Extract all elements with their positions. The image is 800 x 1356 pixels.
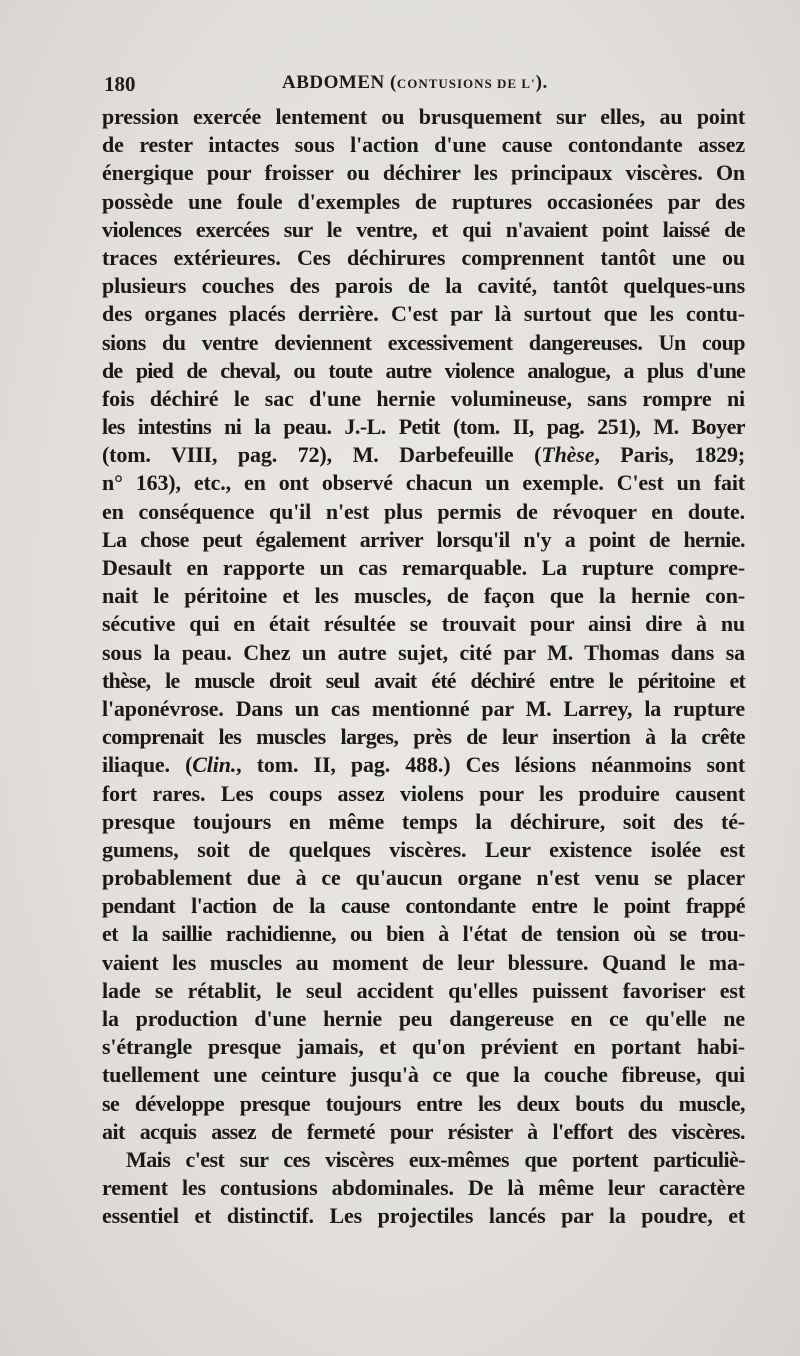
- running-title-close: ).: [535, 72, 548, 93]
- text-line-29: pendant l'action de la cause contondante entre le point frappé: [102, 893, 745, 919]
- text-line-15: en conséquence qu'il n'est plus permis de révoquer en doute.: [102, 498, 745, 524]
- text-line-21: thèse, le muscle droit seul avait été déchiré entre le péritoine et: [102, 667, 745, 693]
- running-title-small: CONTUSIONS DE L': [396, 76, 536, 91]
- text-line-12: les intestins ni la peau. J.-L. Petit (tom. II, pag. 251), M. Boyer: [102, 414, 745, 440]
- text-line-33: la production d'une hernie peu dangereuse en ce qu'elle ne: [102, 1006, 745, 1031]
- text-line-27: gumens, soit de quelques viscères. Leur existence isolée est: [102, 836, 745, 862]
- text-line-6: traces extérieures. Ces déchirures comprennent tantôt une ou: [102, 244, 745, 270]
- text-line-13: [102, 441, 745, 469]
- page-header: [104, 70, 744, 100]
- text-line-22: l'aponévrose. Dans un cas mentionné par M. Larrey, la rupture: [102, 695, 745, 721]
- body-text: [102, 103, 745, 1231]
- text-line-23: comprenait les muscles larges, près de leur insertion à la crête: [102, 724, 745, 750]
- text-line-20: sous la peau. Chez un autre sujet, cité par M. Thomas dans sa: [102, 639, 745, 665]
- text-line-5: violences exercées sur le ventre, et qui n'avaient point laissé de: [102, 216, 745, 242]
- text-line-39: rement les contusions abdominales. De là même leur caractère: [102, 1175, 745, 1201]
- text-line-19: sécutive qui en était résultée se trouvait pour ainsi dire à nu: [102, 611, 745, 637]
- text-line-1: pression exercée lentement ou brusquement sur elles, au point: [102, 104, 745, 129]
- text-line-24-after: , tom. II, pag. 488.) Ces lésions néanmoins sont: [236, 752, 745, 778]
- text-line-35: tuellement une ceinture jusqu'à ce que la couche fibreuse, qui: [102, 1062, 745, 1088]
- text-line-13-after: , Paris, 1829;: [594, 442, 745, 468]
- running-title-main: ABDOMEN: [282, 72, 385, 93]
- text-line-30: et la saillie rachidienne, ou bien à l'état de tension où se trou-: [102, 921, 745, 947]
- text-line-31: vaient les muscles au moment de leur blessure. Quand le ma-: [102, 949, 745, 975]
- page-number: 180: [104, 72, 136, 96]
- text-line-14: n° 163), etc., en ont observé chacun un exemple. C'est un fait: [102, 470, 745, 496]
- running-title: [282, 72, 548, 94]
- text-line-7: plusieurs couches des parois de la cavité, tantôt quelques-uns: [102, 273, 745, 299]
- text-line-25: fort rares. Les coups assez violens pour les produire causent: [102, 780, 745, 806]
- text-line-4: possède une foule d'exemples de ruptures occasionées par des: [102, 188, 745, 214]
- text-line-13-before: (tom. VIII, pag. 72), M. Darbefeuille (: [102, 442, 542, 468]
- text-line-36: se développe presque toujours entre les deux bouts du muscle,: [102, 1090, 745, 1116]
- text-line-32: lade se rétablit, le seul accident qu'elles puissent favoriser est: [102, 977, 745, 1003]
- text-line-11: fois déchiré le sac d'une hernie volumineuse, sans rompre ni: [102, 385, 745, 411]
- text-line-40: essentiel et distinctif. Les projectiles lancés par la poudre, et: [102, 1203, 745, 1229]
- text-line-18: nait le péritoine et les muscles, de façon que la hernie con-: [102, 583, 745, 609]
- text-line-8: des organes placés derrière. C'est par là surtout que les contu-: [102, 301, 745, 327]
- text-line-2: de rester intactes sous l'action d'une cause contondante assez: [102, 132, 745, 158]
- text-line-3: énergique pour froisser ou déchirer les principaux viscères. On: [102, 160, 745, 186]
- text-line-17: Desault en rapporte un cas remarquable. La rupture compre-: [102, 555, 745, 580]
- text-line-37: ait acquis assez de fermeté pour résister à l'effort des viscères.: [102, 1118, 745, 1144]
- text-line-16: La chose peut également arriver lorsqu'il n'y a point de hernie.: [102, 526, 745, 552]
- text-line-13-italic: Thèse: [541, 442, 595, 468]
- text-line-24: [102, 751, 745, 779]
- running-title-open: (: [384, 72, 397, 93]
- text-line-24-before: iliaque. (: [102, 752, 193, 778]
- text-line-28: probablement due à ce qu'aucun organe n'est venu se placer: [102, 865, 745, 891]
- text-line-26: presque toujours en même temps la déchirure, soit des té-: [102, 808, 745, 834]
- text-line-24-italic: Clin.: [192, 752, 237, 778]
- text-line-9: sions du ventre deviennent excessivement dangereuses. Un coup: [102, 329, 745, 355]
- text-line-10: de pied de cheval, ou toute autre violence analogue, a plus d'une: [102, 357, 745, 383]
- text-line-38: Mais c'est sur ces viscères eux-mêmes que portent particuliè-: [126, 1146, 745, 1172]
- text-line-34: s'étrangle presque jamais, et qu'on prévient en portant habi-: [102, 1034, 745, 1060]
